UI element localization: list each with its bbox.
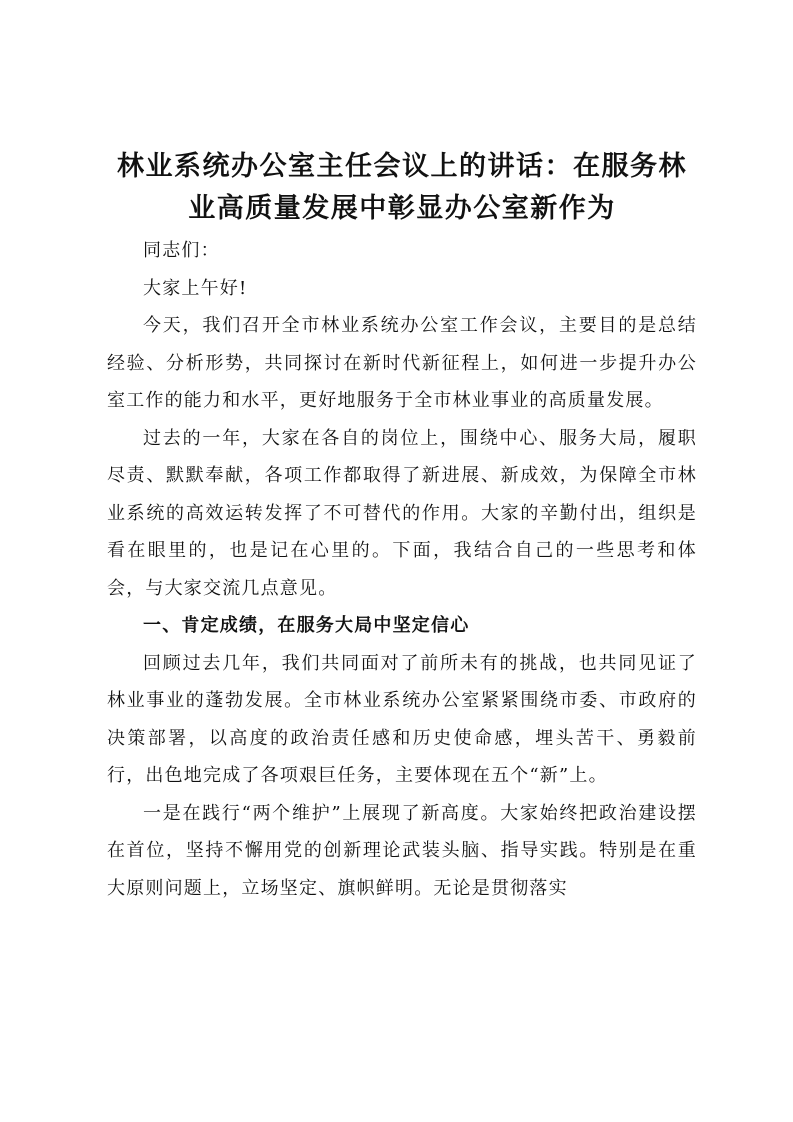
body-paragraph: 一是在践行“两个维护”上展现了新高度。大家始终把政治建设摆在首位，坚持不懈用党的创新理论武装头脑、指导实践。特别是在重大原则问题上，立场坚定、旗帜鲜明。无论是贯彻落实 [107,802,697,899]
body-paragraph: 回顾过去几年，我们共同面对了前所未有的挑战，也共同见证了林业事业的蓬勃发展。全市林业系统办公室紧紧围绕市委、市政府的决策部署，以高度的政治责任感和历史使命感，埋头苦干、勇毅前行，出色地完成了各项艰巨任务，主要体现在五个“新”上。 [107,652,697,786]
document-page [107,146,697,907]
greeting: 同志们： [143,240,220,261]
document-title: 林业系统办公室主任会议上的讲话：在服务林业高质量发展中彰显办公室新作为 [117,151,687,224]
body-paragraph: 过去的一年，大家在各自的岗位上，围绕中心、服务大局，履职尽责、默默奉献，各项工作都取得了新进展、新成效，为保障全市林业系统的高效运转发挥了不可替代的作用。大家的辛勤付出，组织是看在眼里的，也是记在心里的。下面，我结合自己的一些思考和体会，与大家交流几点意见。 [107,427,697,599]
salutation: 大家上午好! [143,277,248,299]
body-paragraph: 今天，我们召开全市林业系统办公室工作会议，主要目的是总结经验、分析形势，共同探讨在新时代新征程上，如何进一步提升办公室工作的能力和水平，更好地服务于全市林业事业的高质量发展。 [107,315,697,411]
section-heading: 一、肯定成绩，在服务大局中坚定信心 [143,615,470,636]
